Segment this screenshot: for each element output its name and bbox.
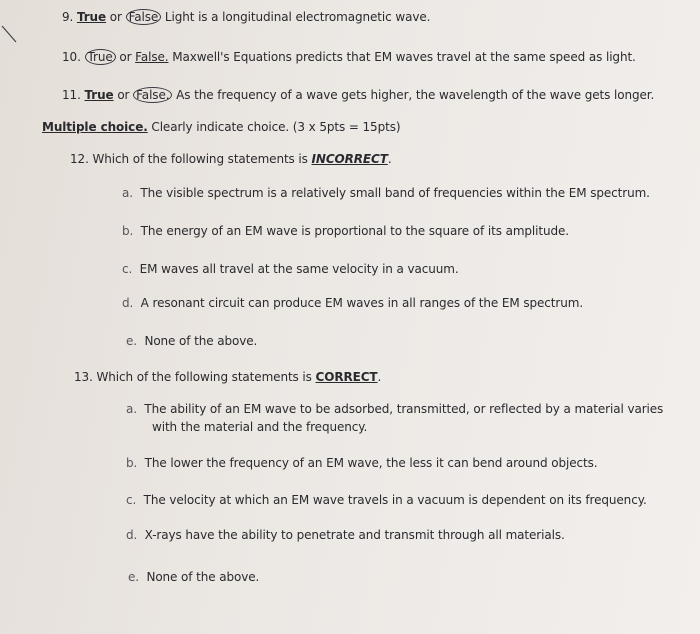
q13-option-a-continued <box>152 420 367 434</box>
option-letter: e. <box>128 570 139 584</box>
pen-mark <box>0 16 20 46</box>
true-option-circled[interactable]: True <box>85 49 116 65</box>
tf-question-9 <box>62 10 430 24</box>
false-option-circled[interactable]: False. <box>133 87 172 103</box>
option-text: The energy of an EM wave is proportional to the square of its amplitude. <box>140 224 570 238</box>
question-prompt: 13. Which of the following statements is <box>74 370 316 384</box>
q13-option-c[interactable] <box>126 493 647 507</box>
q13-option-d[interactable] <box>126 528 565 542</box>
question-keyword: INCORRECT <box>311 152 388 166</box>
option-letter: d. <box>126 528 138 542</box>
option-letter: a. <box>122 186 133 200</box>
q12-option-b[interactable] <box>122 224 569 238</box>
option-text: X-rays have the ability to penetrate and transmit through all materials. <box>144 528 565 542</box>
option-text: The visible spectrum is a relatively small band of frequencies within the EM spectrum. <box>140 186 650 200</box>
option-text: EM waves all travel at the same velocity in a vacuum. <box>139 262 459 276</box>
question-text: Maxwell's Equations predicts that EM waves travel at the same speed as light. <box>172 50 636 64</box>
option-letter: e. <box>126 334 137 348</box>
option-text: None of the above. <box>146 570 260 584</box>
option-letter: a. <box>126 402 137 416</box>
true-option[interactable]: True <box>76 10 107 24</box>
true-option[interactable]: True <box>84 88 114 102</box>
question-keyword: CORRECT <box>315 370 378 384</box>
or-text: or <box>119 50 132 64</box>
mc-question-13: 13. Which of the following statements is CORRECT. <box>74 370 382 384</box>
q12-option-c[interactable] <box>122 262 459 276</box>
mc-title: Multiple choice. <box>42 120 148 134</box>
false-option[interactable]: False. <box>135 50 169 64</box>
q12-option-e[interactable] <box>126 334 257 348</box>
q13-option-b[interactable] <box>126 456 597 470</box>
option-letter: c. <box>126 493 137 507</box>
option-letter: d. <box>122 296 134 310</box>
q12-option-d[interactable] <box>122 296 583 310</box>
tf-question-10 <box>62 50 636 64</box>
or-text: or <box>117 88 130 102</box>
option-text: A resonant circuit can produce EM waves in all ranges of the EM spectrum. <box>140 296 584 310</box>
mc-instructions: Clearly indicate choice. (3 x 5pts = 15pts) <box>151 120 401 134</box>
option-letter: b. <box>126 456 138 470</box>
question-text: Light is a longitudinal electromagnetic wave. <box>164 10 431 24</box>
option-text: The ability of an EM wave to be adsorbed, transmitted, or reflected by a material varies <box>144 402 664 416</box>
question-prompt: 12. Which of the following statements is <box>70 152 312 166</box>
mc-header <box>42 120 400 134</box>
question-number: 11. <box>62 88 81 102</box>
q13-option-e[interactable] <box>128 570 259 584</box>
option-letter: b. <box>122 224 134 238</box>
option-letter: c. <box>122 262 133 276</box>
option-text: The lower the frequency of an EM wave, the less it can bend around objects. <box>144 456 598 470</box>
question-number: 9. <box>62 10 74 24</box>
option-text-continued: with the material and the frequency. <box>152 420 368 434</box>
tf-question-11 <box>62 88 654 102</box>
false-option-circled[interactable]: False <box>126 9 162 25</box>
q12-option-a[interactable] <box>122 186 650 200</box>
question-number: 10. <box>62 50 81 64</box>
option-text: None of the above. <box>144 334 258 348</box>
option-text: The velocity at which an EM wave travels in a vacuum is dependent on its frequency. <box>143 493 647 507</box>
mc-question-12: 12. Which of the following statements is INCORRECT. <box>70 152 392 166</box>
q13-option-a[interactable] <box>126 402 663 416</box>
question-text: As the frequency of a wave gets higher, the wavelength of the wave gets longer. <box>176 88 655 102</box>
or-text: or <box>109 10 122 24</box>
